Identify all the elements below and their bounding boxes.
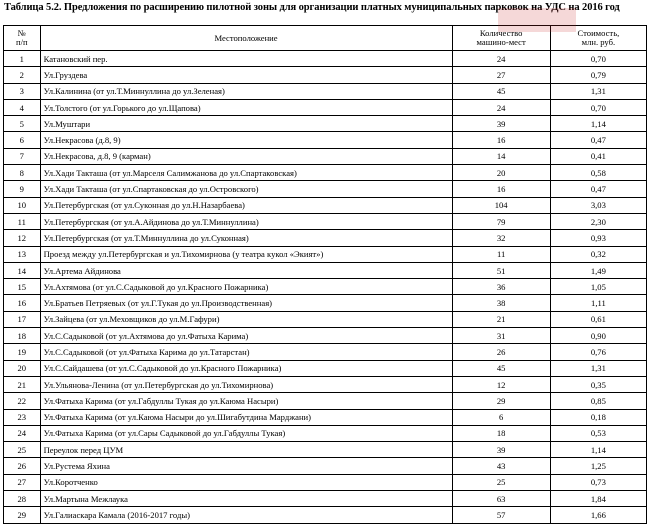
row-parking-count: 21	[452, 311, 550, 327]
header-location: Местоположение	[40, 26, 452, 51]
table-row	[4, 491, 647, 507]
row-number: 12	[4, 230, 41, 246]
row-cost: 1,25	[550, 458, 646, 474]
table-row	[4, 344, 647, 360]
row-parking-count: 31	[452, 328, 550, 344]
row-parking-count: 63	[452, 491, 550, 507]
header-cost	[550, 26, 646, 51]
row-number: 19	[4, 344, 41, 360]
row-number: 25	[4, 442, 41, 458]
row-number: 27	[4, 474, 41, 490]
row-cost: 0,18	[550, 409, 646, 425]
row-parking-count: 38	[452, 295, 550, 311]
row-number: 29	[4, 507, 41, 523]
row-cost: 0,53	[550, 425, 646, 441]
table-row	[4, 279, 647, 295]
row-location: Ул.Хади Такташа (от ул.Спартаковская до ул.Островского)	[40, 181, 452, 197]
row-cost: 1,14	[550, 442, 646, 458]
row-location: Ул.Ульянова-Ленина (от ул.Петербургская до ул.Тихомирнова)	[40, 376, 452, 392]
row-location: Ул.Толстого (от ул.Горького до ул.Щапова)	[40, 99, 452, 115]
row-cost: 0,47	[550, 132, 646, 148]
table-row	[4, 425, 647, 441]
row-parking-count: 51	[452, 262, 550, 278]
table-row	[4, 409, 647, 425]
header-count-line2: машино-мест	[476, 37, 526, 47]
header-num-line1: №	[17, 27, 26, 38]
row-parking-count: 12	[452, 376, 550, 392]
table-row	[4, 458, 647, 474]
row-number: 11	[4, 213, 41, 229]
row-cost: 3,03	[550, 197, 646, 213]
row-parking-count: 16	[452, 181, 550, 197]
table-row	[4, 51, 647, 67]
row-location: Ул.Хади Такташа (от ул.Марселя Салимжанова до ул.Спартаковская)	[40, 165, 452, 181]
row-cost: 0,61	[550, 311, 646, 327]
row-location: Ул.С.Садыковой (от ул.Ахтямова до ул.Фатыха Карима)	[40, 328, 452, 344]
row-number: 8	[4, 165, 41, 181]
row-cost: 0,90	[550, 328, 646, 344]
table-row	[4, 246, 647, 262]
row-cost: 1,31	[550, 83, 646, 99]
row-parking-count: 45	[452, 360, 550, 376]
row-parking-count: 16	[452, 132, 550, 148]
row-cost: 1,84	[550, 491, 646, 507]
row-parking-count: 24	[452, 99, 550, 115]
row-cost: 1,14	[550, 116, 646, 132]
row-parking-count: 39	[452, 442, 550, 458]
row-number: 10	[4, 197, 41, 213]
row-location: Ул.Ахтямова (от ул.С.Садыковой до ул.Красного Пожарника)	[40, 279, 452, 295]
row-cost: 0,70	[550, 99, 646, 115]
row-parking-count: 6	[452, 409, 550, 425]
header-cost-line2: млн. руб.	[581, 37, 616, 47]
row-parking-count: 104	[452, 197, 550, 213]
row-location: Ул.Коротченко	[40, 474, 452, 490]
header-row	[4, 26, 647, 51]
row-cost: 0,58	[550, 165, 646, 181]
row-number: 14	[4, 262, 41, 278]
row-parking-count: 11	[452, 246, 550, 262]
row-parking-count: 26	[452, 344, 550, 360]
row-number: 21	[4, 376, 41, 392]
row-number: 4	[4, 99, 41, 115]
row-parking-count: 79	[452, 213, 550, 229]
row-location: Ул.Петербургская (от ул.А.Айдинова до ул.Т.Миннуллина)	[40, 213, 452, 229]
table-row	[4, 295, 647, 311]
table-row	[4, 83, 647, 99]
row-location: Ул.Некрасова, д.8, 9 (карман)	[40, 148, 452, 164]
row-parking-count: 24	[452, 51, 550, 67]
row-location: Ул.Галиаскара Камала (2016-2017 годы)	[40, 507, 452, 523]
header-count-line1: Количество	[479, 27, 523, 38]
row-number: 20	[4, 360, 41, 376]
row-cost: 1,49	[550, 262, 646, 278]
table-row	[4, 197, 647, 213]
table-row	[4, 99, 647, 115]
row-number: 5	[4, 116, 41, 132]
table-row	[4, 507, 647, 523]
row-location: Ул.Некрасова (д.8, 9)	[40, 132, 452, 148]
row-number: 1	[4, 51, 41, 67]
row-cost: 0,85	[550, 393, 646, 409]
row-parking-count: 29	[452, 393, 550, 409]
table-body	[4, 51, 647, 524]
row-location: Переулок перед ЦУМ	[40, 442, 452, 458]
row-cost: 0,79	[550, 67, 646, 83]
row-cost: 1,66	[550, 507, 646, 523]
row-location: Ул.С.Садыковой (от ул.Фатыха Карима до ул.Татарстан)	[40, 344, 452, 360]
table-row	[4, 213, 647, 229]
row-number: 18	[4, 328, 41, 344]
row-location: Ул.Зайцева (от ул.Меховщиков до ул.М.Гафури)	[40, 311, 452, 327]
row-number: 3	[4, 83, 41, 99]
row-location: Ул.Фатыха Карима (от ул.Сары Садыковой до ул.Габдуллы Тукая)	[40, 425, 452, 441]
row-location: Ул.Артема Айдинова	[40, 262, 452, 278]
row-parking-count: 18	[452, 425, 550, 441]
table-row	[4, 165, 647, 181]
table-row	[4, 474, 647, 490]
table-row	[4, 442, 647, 458]
row-location: Ул.Фатыха Карима (от ул.Каюма Насыри до ул.Шигабутдина Марджани)	[40, 409, 452, 425]
header-num-line2: п/п	[15, 37, 28, 47]
row-number: 9	[4, 181, 41, 197]
row-cost: 1,05	[550, 279, 646, 295]
header-count	[452, 26, 550, 51]
table-row	[4, 132, 647, 148]
row-number: 16	[4, 295, 41, 311]
header-num	[4, 26, 41, 51]
row-cost: 0,70	[550, 51, 646, 67]
table-row	[4, 360, 647, 376]
row-number: 13	[4, 246, 41, 262]
row-number: 7	[4, 148, 41, 164]
row-number: 17	[4, 311, 41, 327]
row-location: Ул.Мартына Межлаука	[40, 491, 452, 507]
table-row	[4, 181, 647, 197]
table-row	[4, 311, 647, 327]
row-location: Проезд между ул.Петербургская и ул.Тихомирнова (у театра кукол «Экият»)	[40, 246, 452, 262]
row-number: 2	[4, 67, 41, 83]
row-cost: 1,11	[550, 295, 646, 311]
table-row	[4, 116, 647, 132]
row-parking-count: 43	[452, 458, 550, 474]
row-parking-count: 45	[452, 83, 550, 99]
row-location: Ул.Братьев Петряевых (от ул.Г.Тукая до ул.Производственная)	[40, 295, 452, 311]
row-cost: 2,30	[550, 213, 646, 229]
table-row	[4, 148, 647, 164]
row-parking-count: 36	[452, 279, 550, 295]
table-row	[4, 262, 647, 278]
row-location: Ул.Петербургская (от ул.Т.Миннуллина до ул.Суконная)	[40, 230, 452, 246]
table-row	[4, 328, 647, 344]
row-parking-count: 39	[452, 116, 550, 132]
row-location: Ул.Груздева	[40, 67, 452, 83]
row-number: 26	[4, 458, 41, 474]
row-parking-count: 20	[452, 165, 550, 181]
row-parking-count: 32	[452, 230, 550, 246]
row-cost: 0,93	[550, 230, 646, 246]
row-cost: 0,76	[550, 344, 646, 360]
row-number: 24	[4, 425, 41, 441]
table-header	[4, 26, 647, 51]
row-location: Ул.Рустема Яхина	[40, 458, 452, 474]
row-parking-count: 14	[452, 148, 550, 164]
row-parking-count: 25	[452, 474, 550, 490]
row-location: Ул.Муштари	[40, 116, 452, 132]
row-number: 23	[4, 409, 41, 425]
row-cost: 0,47	[550, 181, 646, 197]
row-location: Ул.Фатыха Карима (от ул.Габдуллы Тукая до ул.Каюма Насыри)	[40, 393, 452, 409]
table-row	[4, 376, 647, 392]
row-location: Ул.Петербургская (от ул.Суконная до ул.Н.Назарбаева)	[40, 197, 452, 213]
row-number: 22	[4, 393, 41, 409]
row-parking-count: 57	[452, 507, 550, 523]
row-number: 15	[4, 279, 41, 295]
parking-table	[3, 25, 647, 524]
row-parking-count: 27	[452, 67, 550, 83]
table-row	[4, 393, 647, 409]
row-number: 28	[4, 491, 41, 507]
row-number: 6	[4, 132, 41, 148]
row-cost: 0,73	[550, 474, 646, 490]
header-cost-line1: Стоимость,	[577, 27, 620, 38]
row-cost: 0,35	[550, 376, 646, 392]
row-cost: 0,41	[550, 148, 646, 164]
table-caption: Таблица 5.2. Предложения по расширению пилотной зоны для организации платных муниципальных парковок на УДС на 2016 год	[4, 2, 620, 13]
row-location: Ул.Калинина (от ул.Т.Миннуллина до ул.Зеленая)	[40, 83, 452, 99]
table-row	[4, 230, 647, 246]
row-cost: 0,32	[550, 246, 646, 262]
row-cost: 1,31	[550, 360, 646, 376]
row-location: Ул.С.Сайдашева (от ул.С.Садыковой до ул.Красного Пожарника)	[40, 360, 452, 376]
row-location: Катановский пер.	[40, 51, 452, 67]
table-row	[4, 67, 647, 83]
